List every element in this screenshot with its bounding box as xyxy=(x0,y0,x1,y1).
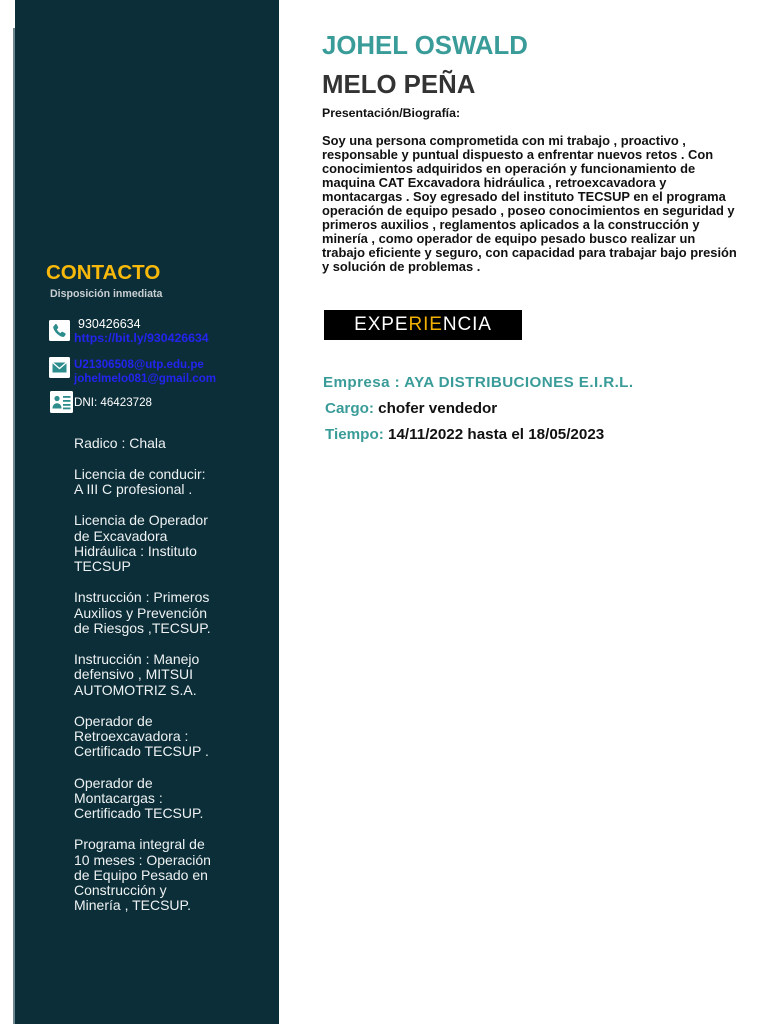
biography-text: Soy una persona comprometida con mi trabajo , proactivo , responsable y puntual dispuesto a enfrentar nuevos retos . Con conocimientos adquiridos en operación y funcionamiento de maquina CAT Excavadora hidráulica , retroexcavadora y montacargas . Soy egresado del instituto TECSUP en el programa operación de equipo pesado , poseo conocimientos en seguridad y primeros auxilios , reglamentos aplicados a la construcción y minería , como operador de equipo pesado busco realizar un trabajo eficiente y seguro, con capacidad para trabajar bajo presión y solución de problemas . xyxy=(322,133,737,274)
qualifications-list xyxy=(74,436,264,930)
list-item: Operador de Retroexcavadora : Certificado TECSUP . xyxy=(74,712,209,760)
contact-heading: CONTACTO xyxy=(46,261,161,284)
role-value: chofer vendedor xyxy=(378,400,498,417)
experience-heading-part: EXPE xyxy=(354,314,409,335)
envelope-icon xyxy=(49,357,70,378)
availability-note: Disposición inmediata xyxy=(50,288,163,300)
experience-heading-part: NCIA xyxy=(442,314,492,335)
list-item: Instrucción : Manejo defensivo , MITSUI AUTOMOTRIZ S.A. xyxy=(74,651,200,698)
experience-company xyxy=(323,374,633,392)
biography-heading: Presentación/Biografía: xyxy=(322,106,461,120)
period-value: 14/11/2022 hasta el 18/05/2023 xyxy=(388,426,605,443)
list-item: Radico : Chala xyxy=(74,435,166,451)
email-link-personal[interactable]: johelmelo081@gmail.com xyxy=(74,372,217,385)
phone-number: 930426634 xyxy=(78,317,141,331)
dni-text: DNI: 46423728 xyxy=(74,396,152,409)
experience-heading xyxy=(324,310,522,340)
name-first-line: JOHEL OSWALD xyxy=(322,32,528,60)
phone-icon xyxy=(49,320,70,341)
list-item: Instrucción : Primeros Auxilios y Prevención de Riesgos ,TECSUP. xyxy=(74,589,211,637)
company-value: AYA DISTRIBUCIONES E.I.R.L. xyxy=(404,374,634,391)
experience-role xyxy=(325,400,497,418)
list-item: Licencia de Operador de Excavadora Hidráulica : Instituto TECSUP xyxy=(74,512,208,575)
period-label: Tiempo: xyxy=(325,426,384,443)
list-item: Programa integral de 10 meses : Operación de Equipo Pesado en Construcción y Minería , TECSUP. xyxy=(74,836,211,914)
experience-heading-highlight: RIE xyxy=(408,314,443,335)
role-label: Cargo: xyxy=(325,400,374,417)
list-item: Operador de Montacargas : Certificado TECSUP. xyxy=(74,774,204,822)
phone-link[interactable]: https://bit.ly/930426634 xyxy=(74,331,209,345)
experience-period xyxy=(325,426,604,444)
email-link-university[interactable]: U21306508@utp.edu.pe xyxy=(74,358,204,371)
name-second-line: MELO PEÑA xyxy=(322,71,476,99)
id-card-icon xyxy=(50,391,73,413)
list-item: Licencia de conducir: A III C profesional . xyxy=(74,466,206,498)
company-label: Empresa : xyxy=(323,374,401,391)
